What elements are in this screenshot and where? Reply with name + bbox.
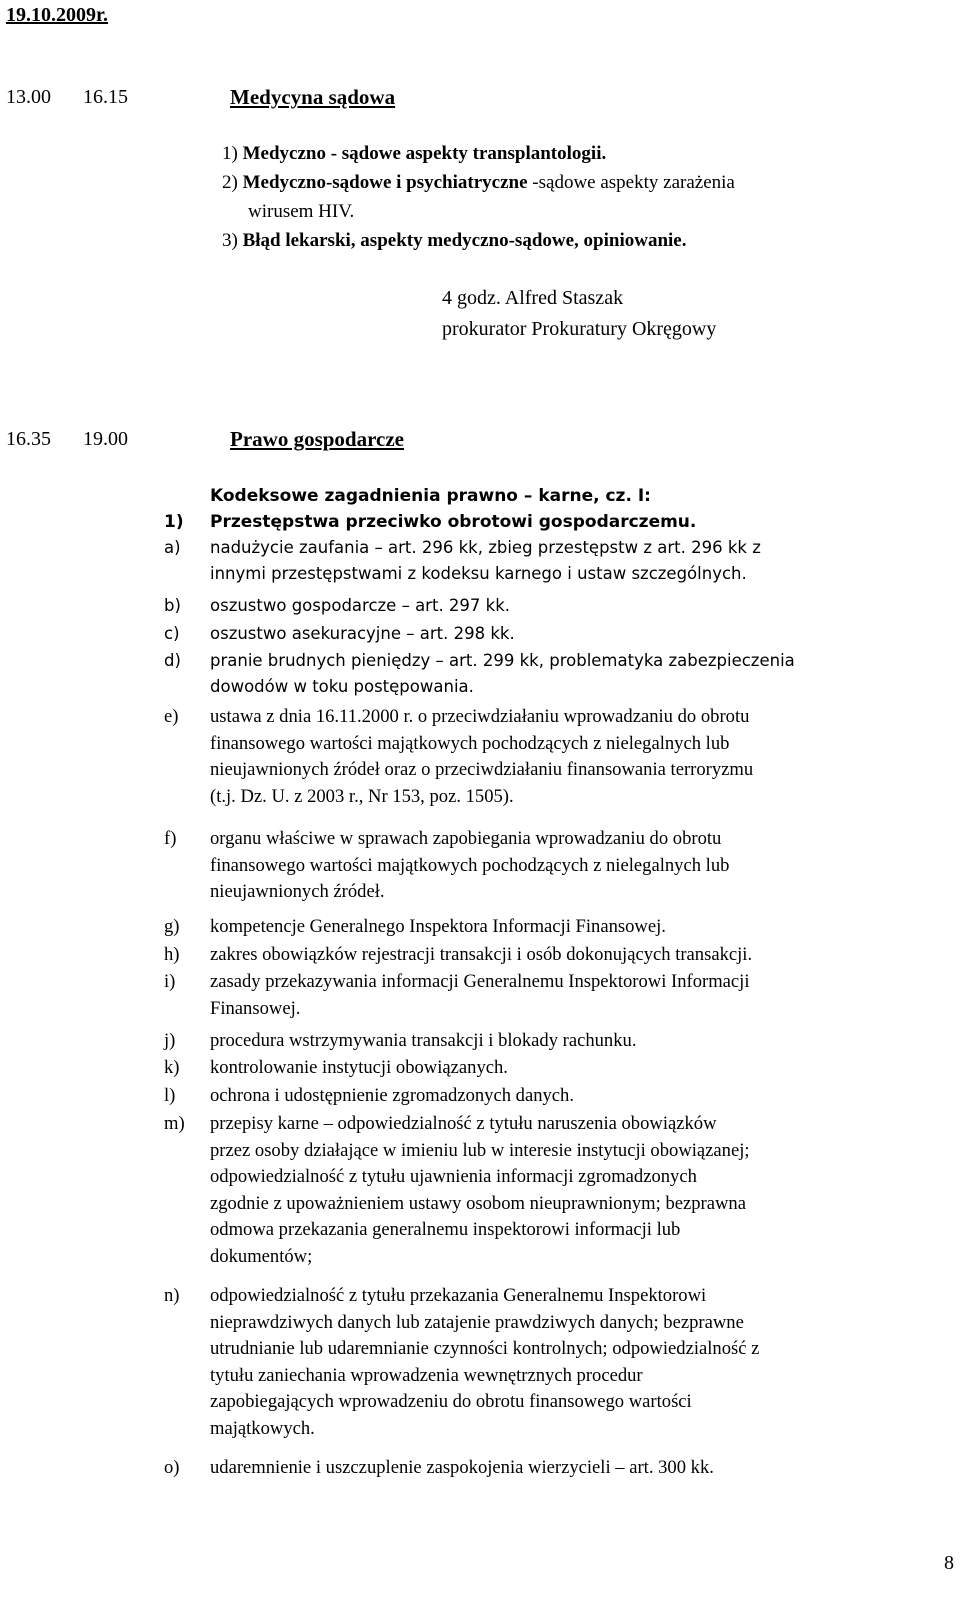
item-line: odpowiedzialność z tytułu przekazania Generalnemu Inspektorowi (210, 1285, 707, 1306)
item-label: k) (164, 1057, 180, 1078)
session2-topic-number: 1) (164, 512, 184, 532)
session1-time-end: 16.15 (83, 86, 128, 108)
item-line: nieprawdziwych danych lub zatajenie prawdziwych danych; bezprawne (210, 1311, 744, 1333)
item-line: utrudnianie lub udaremnianie czynności kontrolnych; odpowiedzialność z (210, 1338, 760, 1359)
session1-time-start: 13.00 (6, 86, 51, 108)
item-line: ustawa z dnia 16.11.2000 r. o przeciwdziałaniu wprowadzaniu do obrotu (210, 706, 750, 727)
item-line: majątkowych. (210, 1417, 315, 1439)
item-label: n) (164, 1285, 180, 1306)
item-text: wirusem HIV. (248, 201, 355, 222)
item-line: zapobiegających wprowadzeniu do obrotu finansowego wartości (210, 1391, 692, 1412)
item-label: j) (164, 1030, 176, 1051)
item-line: oszustwo gospodarcze – art. 297 kk. (210, 596, 511, 615)
item-line: udaremnienie i uszczuplenie zaspokojenia wierzycieli – art. 300 kk. (210, 1457, 714, 1478)
list-item-b (164, 593, 954, 619)
item-label: o) (164, 1457, 180, 1478)
item-line: odmowa przekazania generalnemu inspektorowi informacji lub (210, 1219, 681, 1240)
session1-item-2-continuation (248, 197, 354, 226)
item-line: dowodów w toku postępowania. (210, 677, 474, 696)
session1-item-1 (222, 139, 606, 168)
session2-topic: Przestępstwa przeciwko obrotowi gospodarczemu. (210, 512, 697, 532)
item-label: l) (164, 1085, 176, 1106)
item-line: przez osoby działające w imieniu lub w interesie instytucji obowiązanej; (210, 1139, 750, 1161)
item-label: m) (164, 1113, 185, 1134)
item-line: oszustwo asekuracyjne – art. 298 kk. (210, 624, 515, 643)
item-line: procedura wstrzymywania transakcji i blokady rachunku. (210, 1030, 637, 1051)
item-line: Finansowej. (210, 997, 301, 1019)
list-item-c (164, 621, 954, 647)
item-line: odpowiedzialność z tytułu ujawnienia informacji zgromadzonych (210, 1166, 697, 1187)
page-number: 8 (944, 1552, 954, 1574)
list-item-d (164, 648, 954, 700)
item-label: b) (164, 596, 181, 615)
item-line: (t.j. Dz. U. z 2003 r., Nr 153, poz. 1505). (210, 785, 514, 807)
item-line: zasady przekazywania informacji Generalnemu Inspektorowi Informacji (210, 971, 750, 992)
item-text: -sądowe aspekty zarażenia (527, 172, 735, 193)
item-bold-text: Błąd lekarski, aspekty medyczno-sądowe, opiniowanie. (242, 230, 687, 251)
session1-lecturer-position: prokurator Prokuratury Okręgowy (442, 318, 717, 340)
item-line: kontrolowanie instytucji obowiązanych. (210, 1057, 508, 1078)
list-item-a (164, 535, 954, 587)
item-line: innymi przestępstwami z kodeksu karnego i ustaw szczególnych. (210, 564, 747, 583)
item-line: organu właściwe w sprawach zapobiegania wprowadzaniu do obrotu (210, 828, 722, 849)
item-label: a) (164, 538, 181, 557)
item-line: dokumentów; (210, 1245, 313, 1267)
item-line: nieujawnionych źródeł. (210, 881, 385, 902)
session2-time-end: 19.00 (83, 428, 128, 450)
item-line: tytułu zaniechania wprowadzenia wewnętrznych procedur (210, 1364, 643, 1386)
session2-subtitle: Kodeksowe zagadnienia prawno – karne, cz. I: (210, 486, 651, 506)
item-line: nieujawnionych źródeł oraz o przeciwdziałaniu finansowania terroryzmu (210, 759, 754, 780)
item-number: 1) (222, 143, 238, 164)
item-line: finansowego wartości majątkowych pochodzących z nielegalnych lub (210, 854, 730, 876)
item-line: zgodnie z upoważnieniem ustawy osobom nieuprawnionym; bezprawna (210, 1192, 746, 1214)
item-line: przepisy karne – odpowiedzialność z tytułu naruszenia obowiązków (210, 1113, 717, 1134)
document-date: 19.10.2009r. (6, 4, 109, 26)
item-label: i) (164, 971, 176, 992)
item-line: zakres obowiązków rejestracji transakcji i osób dokonujących transakcji. (210, 944, 753, 965)
item-label: c) (164, 624, 180, 643)
item-label: f) (164, 828, 177, 849)
item-line: ochrona i udostępnienie zgromadzonych danych. (210, 1085, 575, 1106)
item-label: d) (164, 651, 181, 670)
item-bold-text: Medyczno - sądowe aspekty transplantologii. (242, 143, 607, 164)
item-label: e) (164, 706, 179, 727)
session1-hours-lecturer: 4 godz. Alfred Staszak (442, 287, 624, 309)
item-line: pranie brudnych pieniędzy – art. 299 kk, problematyka zabezpieczenia (210, 651, 795, 670)
item-number: 3) (222, 230, 238, 251)
item-line: finansowego wartości majątkowych pochodzących z nielegalnych lub (210, 732, 730, 754)
item-label: g) (164, 916, 180, 937)
session1-item-3 (222, 226, 686, 255)
item-bold-text: Medyczno-sądowe i psychiatryczne (242, 172, 528, 193)
session2-title: Prawo gospodarcze (230, 427, 404, 451)
item-line: nadużycie zaufania – art. 296 kk, zbieg przestępstw z art. 296 kk z (210, 538, 761, 557)
session2-time-start: 16.35 (6, 428, 51, 450)
item-line: kompetencje Generalnego Inspektora Informacji Finansowej. (210, 916, 666, 937)
item-number: 2) (222, 172, 238, 193)
session1-title: Medycyna sądowa (230, 85, 396, 109)
item-label: h) (164, 944, 180, 965)
session1-item-2 (222, 168, 735, 197)
